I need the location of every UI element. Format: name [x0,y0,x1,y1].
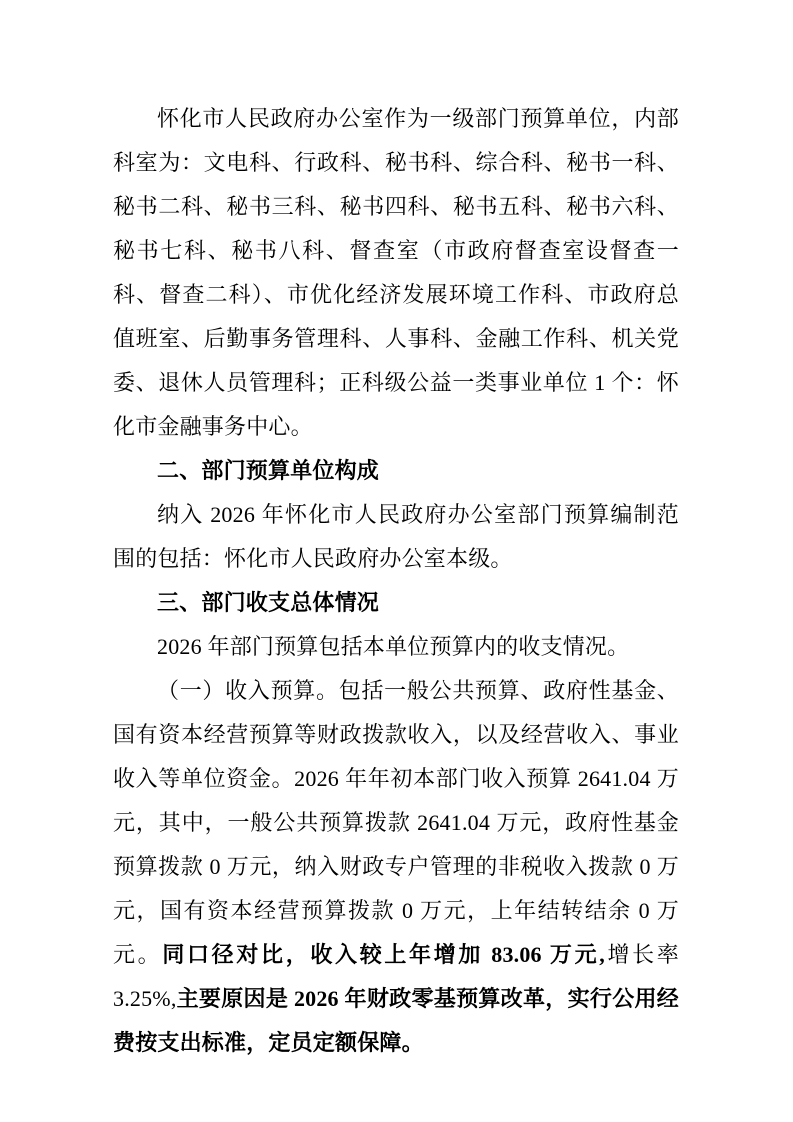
paragraph [113,625,679,669]
text-run: 2026 年部门预算包括本单位预算内的收支情况。 [157,634,630,659]
text-run: 增长率 3.25%, [113,942,679,1011]
paragraph [113,669,679,1065]
text-run: 同口径对比，收入较上年增加 83.06 万元, [162,942,605,967]
text-run: 三、部门收支总体情况 [157,590,380,615]
text-run: （一）收入预算。包括一般公共预算、政府性基金、国有资本经营预算等财政拨款收入，以及经营收入、事业收入等单位资金。2026 年年初本部门收入预算 2641.04 万元，其中，一般公共预算拨款 2641.04 万元，政府性基金预算拨款 0 万元，纳入财政专户管理的非税收入拨款 0 万元，国有资本经营预算拨款 0 万元，上年结转结余 0 万元。 [113,678,679,967]
paragraph [113,493,679,581]
section-heading [113,449,679,493]
paragraph [113,97,679,449]
text-run: 主要原因是 2026 年财政零基预算改革，实行公用经费按支出标准，定员定额保障。 [113,986,679,1055]
text-run: 二、部门预算单位构成 [157,458,380,483]
text-run: 纳入 2026 年怀化市人民政府办公室部门预算编制范围的包括：怀化市人民政府办公室本级。 [113,502,679,571]
text-run: 怀化市人民政府办公室作为一级部门预算单位，内部科室为：文电科、行政科、秘书科、综合科、秘书一科、秘书二科、秘书三科、秘书四科、秘书五科、秘书六科、秘书七科、秘书八科、督查室（市政府督查室设督查一科、督查二科）、市优化经济发展环境工作科、市政府总值班室、后勤事务管理科、人事科、金融工作科、机关党委、退休人员管理科；正科级公益一类事业单位 1 个：怀化市金融事务中心。 [113,106,679,439]
section-heading [113,581,679,625]
